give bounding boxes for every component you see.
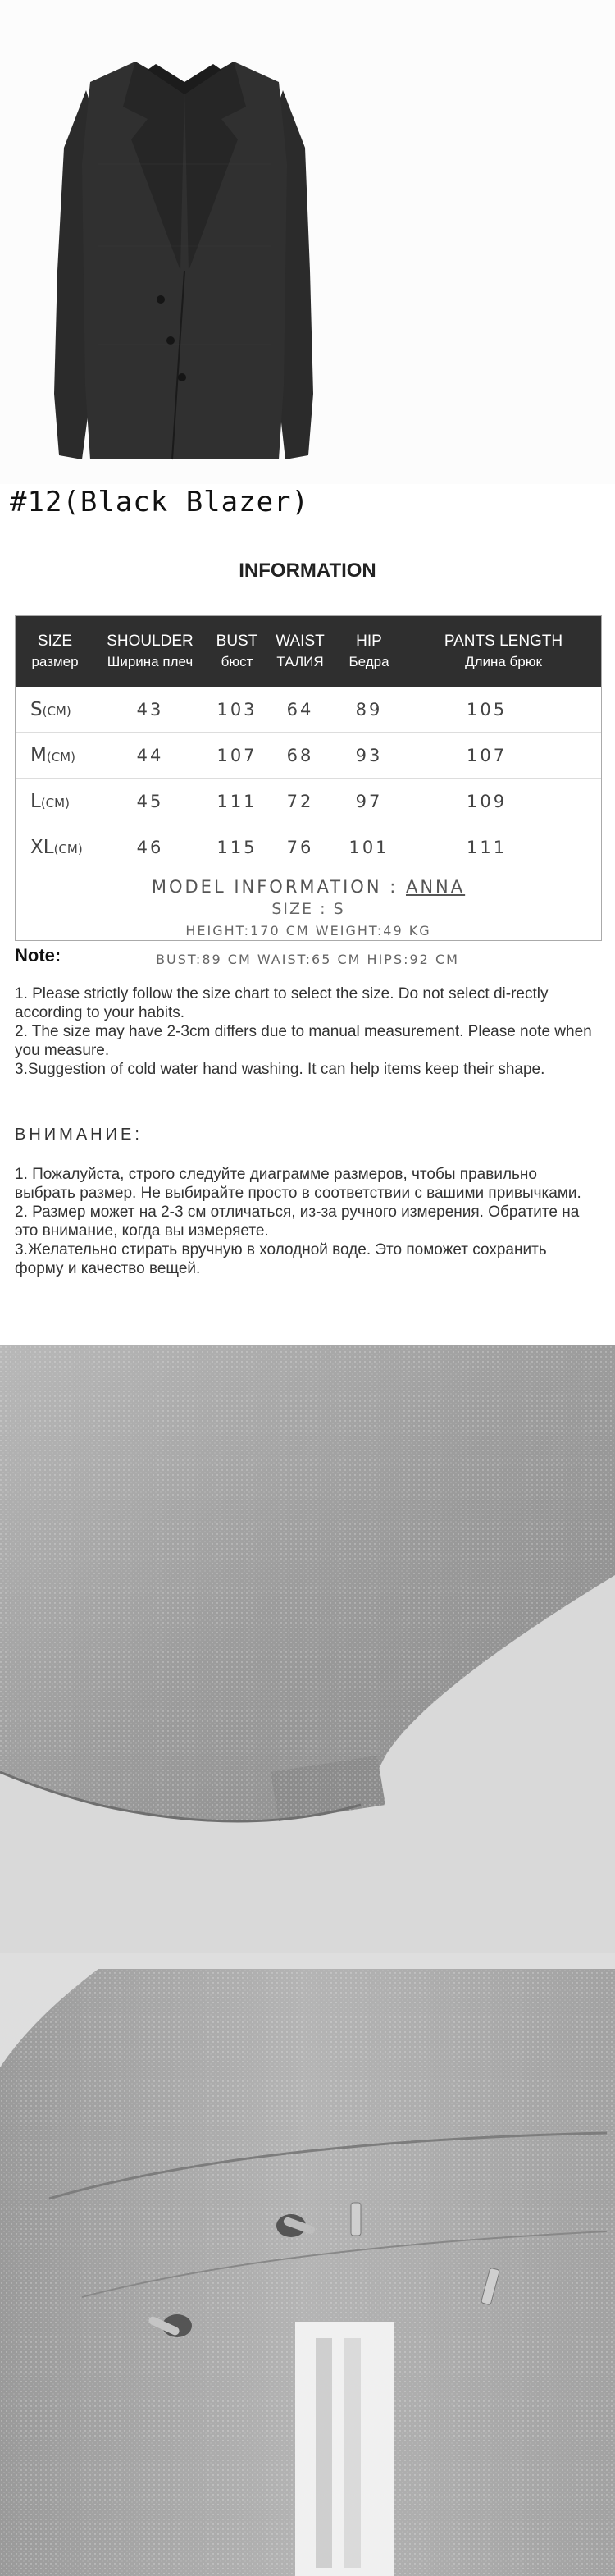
note-item: 3.Suggestion of cold water hand washing. It can help items keep their shape. xyxy=(15,1061,545,1078)
waistband-hooks-image xyxy=(0,1953,615,2576)
black-blazer-image xyxy=(0,0,615,484)
size-chart-table xyxy=(15,615,602,941)
cell-hip: 97 xyxy=(355,791,383,811)
table-row xyxy=(16,733,601,779)
header-pants-length: PANTS LENGTH Длина брюк xyxy=(444,633,563,669)
cell-bust: 115 xyxy=(216,837,257,857)
note-item: 1. Пожалуйста, строго следуйте диаграмме размеров, чтобы правильно выбрать размер. Не выбирайте просто в соответствии с вашими привычками. xyxy=(15,1166,581,1202)
cell-pants-length: 105 xyxy=(467,699,508,719)
cell-waist: 72 xyxy=(286,791,314,811)
cell-bust: 111 xyxy=(216,791,257,811)
model-size-line: SIZE : S xyxy=(271,900,345,918)
note-item: 2. The size may have 2-3cm differs due to manual measurement. Please note when you measure. xyxy=(15,1023,592,1059)
cell-hip: 93 xyxy=(355,745,383,765)
header-size: SIZE размер xyxy=(31,633,79,669)
header-shoulder: SHOULDER Ширина плеч xyxy=(107,633,194,669)
cell-bust: 107 xyxy=(216,745,257,765)
cell-shoulder: 44 xyxy=(136,745,164,765)
fabric-detail-photo-1 xyxy=(0,1345,615,1953)
product-caption: #12(Black Blazer) xyxy=(10,486,309,518)
cell-bust: 103 xyxy=(216,699,257,719)
cell-size: L(CM) xyxy=(30,790,70,812)
model-name: ANNA xyxy=(405,877,466,897)
note-item: 1. Please strictly follow the size chart to select the size. Do not select di-rectly according to your habits. xyxy=(15,985,549,1021)
cell-shoulder: 43 xyxy=(136,699,164,719)
table-row xyxy=(16,687,601,733)
cell-pants-length: 109 xyxy=(467,791,508,811)
model-info-line: MODEL INFORMATION : ANNA xyxy=(151,877,466,897)
cell-hip: 101 xyxy=(348,837,390,857)
cell-pants-length: 107 xyxy=(467,745,508,765)
information-heading: INFORMATION xyxy=(239,560,376,582)
notes-russian xyxy=(15,1165,599,1278)
table-row xyxy=(16,824,601,870)
shoulder-fabric-image xyxy=(0,1345,615,1953)
note-label: Note: xyxy=(15,945,61,966)
note-item: 2. Размер может на 2-3 см отличаться, из-за ручного измерения. Обратите на это внимание, когда вы измеряете. xyxy=(15,1204,580,1240)
model-height-weight-line: HEIGHT:170 CM WEIGHT:49 KG xyxy=(185,923,431,939)
notes-english xyxy=(15,984,599,1079)
cell-hip: 89 xyxy=(355,699,383,719)
size-chart-header xyxy=(16,616,601,687)
header-hip: HIP Бедра xyxy=(348,633,390,669)
model-information xyxy=(16,870,601,940)
cell-size: S(CM) xyxy=(30,698,71,720)
table-row xyxy=(16,779,601,824)
eye-bar-icon xyxy=(351,2203,361,2236)
model-measurements-line: BUST:89 CM WAIST:65 CM HIPS:92 CM xyxy=(156,952,459,967)
cell-pants-length: 111 xyxy=(467,837,508,857)
cell-shoulder: 46 xyxy=(136,837,164,857)
fabric-detail-photo-2 xyxy=(0,1953,615,2576)
header-bust: BUST бюст xyxy=(216,633,258,669)
header-waist: WAIST ТАЛИЯ xyxy=(276,633,325,669)
cell-size: M(CM) xyxy=(30,744,75,766)
cell-size: XL(CM) xyxy=(30,836,83,858)
cell-waist: 76 xyxy=(286,837,314,857)
note-item: 3.Желательно стирать вручную в холодной воде. Это поможет сохранить форму и качество вещей. xyxy=(15,1241,547,1277)
notes-russian-heading: ВНИМАНИЕ: xyxy=(15,1126,143,1144)
cell-waist: 68 xyxy=(286,745,314,765)
cell-waist: 64 xyxy=(286,699,314,719)
product-photo xyxy=(0,0,615,484)
cell-shoulder: 45 xyxy=(136,791,164,811)
